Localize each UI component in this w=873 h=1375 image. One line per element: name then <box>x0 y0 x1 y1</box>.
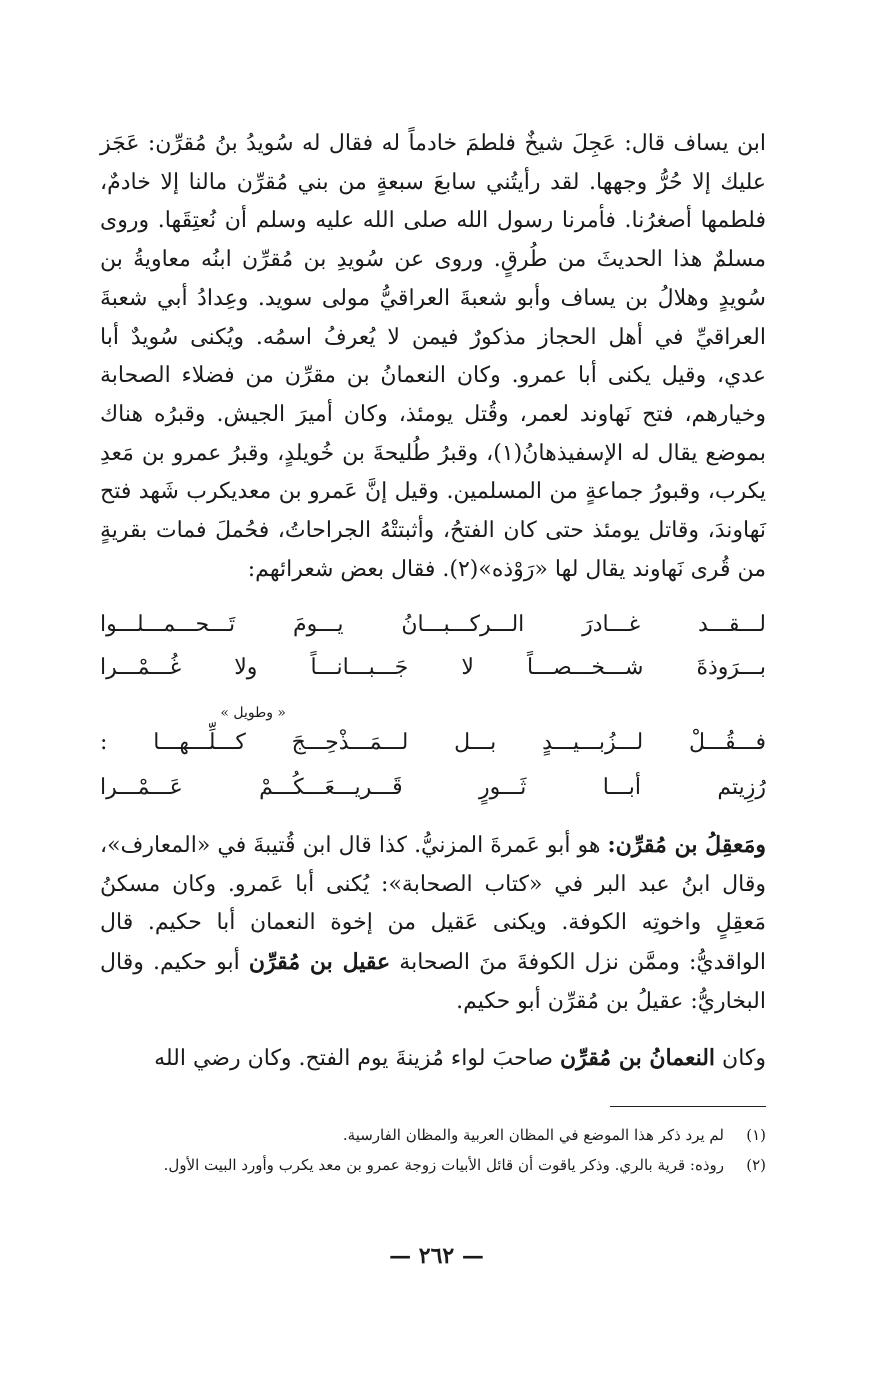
footnote-number: (١) <box>746 1126 766 1144</box>
paragraph-maqil <box>100 826 766 1022</box>
footnote-text: روذه: قرية بالري. وذكر ياقوت أن قائل الأبيات زوجة عمرو بن معد يكرب وأورد البيت الأول. <box>163 1156 724 1174</box>
footnotes <box>100 1122 766 1182</box>
paragraph-text: ابن يساف قال: عَجِلَ شيخٌ فلطمَ خادماً له فقال له سُويدُ بنُ مُقرِّن: عَجَز عليك إلا حُرُّ وجهها. لقد رأيتُني سابعَ سبعةٍ من بني مُقرِّن مالنا إلا خادمٌ، فلطمها أصغرُنا. فأمرنا رسول الله صلى الله عليه وسلم أن نُعتِقَها. وروى مسلمٌ هذا الحديثَ من طُرقٍ. وروى عن سُويدِ بن مُقرِّن ابنُه معاويةُ بن سُويدٍ وهلالُ بن يساف وأبو شعبةَ العراقيُّ مولى سويد. وعِدادُ أبي شعبةَ العراقيِّ في أهل الحجاز مذكورٌ فيمن لا يُعرفُ اسمُه. ويُكنى سُويدٌ أبا عدي، وقيل يكنى أبا عمرو. وكان النعمانُ بن مقرِّن من فضلاء الصحابة وخيارهم، فتح نَهاوند لعمر، وقُتل يومئذ، وكان أميرَ الجيش. وقبرُه هناك بموضع يقال له الإسفيذهانُ(١)، وقبرُ طُليحةَ بن خُويلدٍ، وقبرُ عمرو بن مَعدِ يكرب، وقبورُ جماعةٍ من المسلمين. وقيل إنَّ عَمرو بن معديكرب شَهد فتح نَهاوندَ، وقاتل يومئذ حتى كان الفتحُ، وأثبتتْهُ الجراحاتُ، فحُملَ فمات بقريةٍ من قُرى نَهاوند يقال لها «رَوْذه»(٢). فقال بعض شعرائهم: <box>100 131 766 582</box>
footnote-text: لم يرد ذكر هذا الموضع في المظان العربية والمظان الفارسية. <box>342 1126 724 1144</box>
bold-name: النعمانُ بن مُقرِّن <box>560 1045 716 1071</box>
paragraph-fragment: صاحبَ لواء مُزينةَ يوم الفتح. وكان رضي الله <box>154 1046 560 1071</box>
footnote <box>100 1122 766 1148</box>
footnote <box>100 1152 766 1178</box>
paragraph-fragment: أبو حكيم. وقال البخاريُّ: عقيلُ بن مُقرِّن أبو حكيم. <box>100 950 766 1014</box>
footnote-divider <box>610 1106 766 1107</box>
paragraph-numan <box>100 1039 766 1079</box>
verse-line: لـــقـــد غـــادرَ الـــركـــبـــانُ يـــومَ تَـــحـــمـــلـــوا <box>100 612 766 637</box>
paragraph-fragment: وكان <box>715 1046 766 1071</box>
verse-line: بـــرَوذةَ شـــخـــصـــاً لا جَـــبـــانـــاً ولا غُـــمْـــرا <box>100 655 766 680</box>
paragraph-main <box>100 125 766 589</box>
page-number: — ٢٦٢ — <box>389 1243 484 1269</box>
paragraph-text <box>100 1039 766 1079</box>
verse-line: رُزِيتم أبـــا ثَـــورٍ قَـــريـــعَـــكُـــمْ عَـــمْـــرا <box>100 775 766 800</box>
bold-name: عقيل بن مُقرِّن <box>248 949 391 976</box>
paragraph-fragment: هو أبو عَمرةَ المزنيُّ. كذا قال ابن قُتيبةَ في «المعارف»، وقال ابنُ عبد البر في «كتاب الصحابة»: يُكنى أبا عَمرو. وكان مسكنُ مَعقِلٍ واخوتِه الكوفة. ويكنى عَقيل من إخوة النعمان أبا حكيم. قال الواقديُّ: وممَّن نزل الكوفةَ منَ الصحابة <box>100 833 767 976</box>
footnote-number: (٢) <box>746 1156 766 1174</box>
entry-heading: ومَعقِلُ بن مُقرِّن: <box>607 832 766 858</box>
poem-meter-label: « وطويل » <box>220 705 286 721</box>
paragraph-text <box>100 826 766 1022</box>
verse-line: فـــقُـــلْ لـــزُبـــيـــدٍ بـــل لـــمَـــذْحِـــجَ كـــلِّـــهـــا : <box>100 730 766 755</box>
